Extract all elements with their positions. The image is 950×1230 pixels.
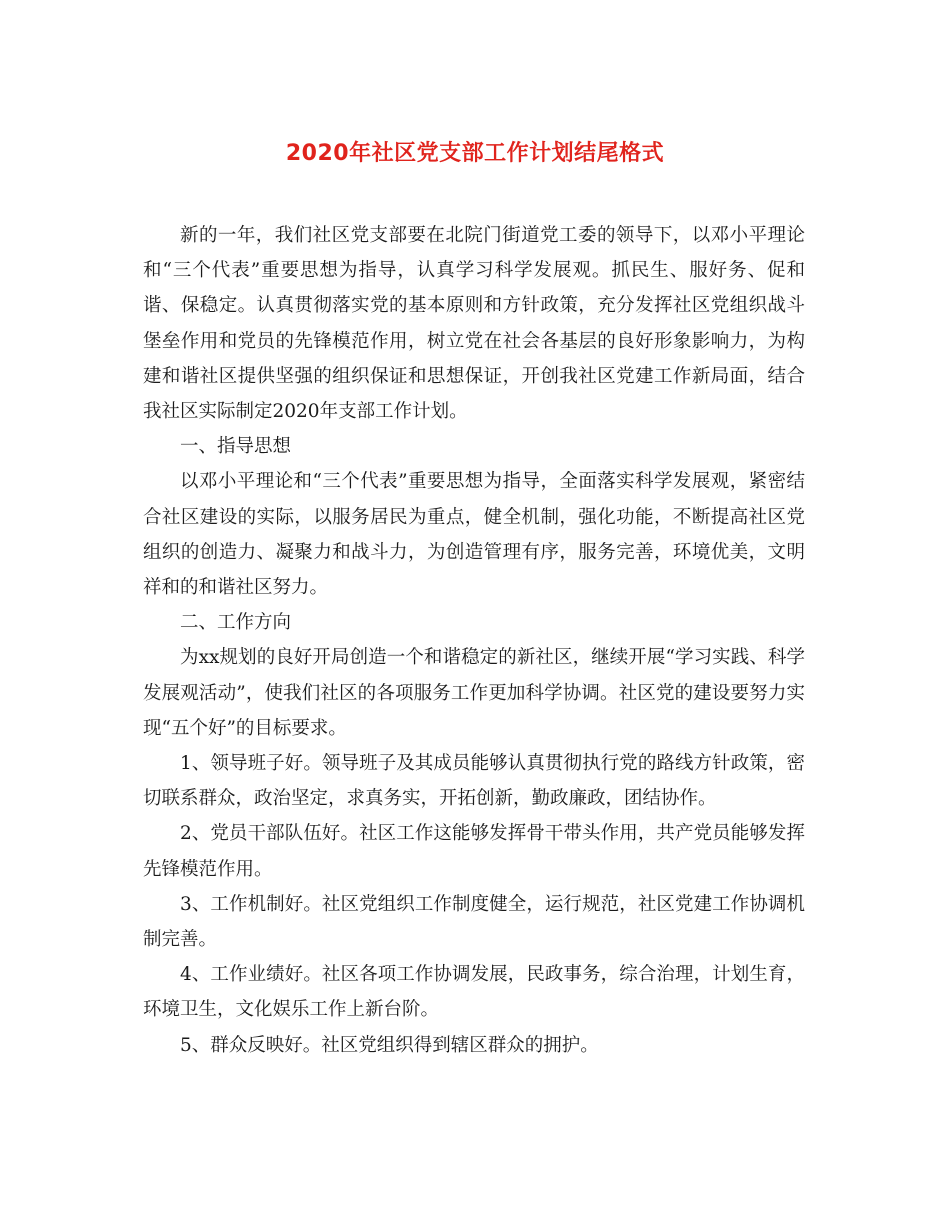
paragraph-intro: 新的一年，我们社区党支部要在北院门街道党工委的领导下，以邓小平理论和“三个代表”重要思想为指导，认真学习科学发展观。抓民生、服好务、促和谐、保稳定。认真贯彻落实党的基本原则和方针政策，充分发挥社区党组织战斗堡垒作用和党员的先锋模范作用，树立党在社会各基层的良好形象影响力，为构建和谐社区提供坚强的组织保证和思想保证，开创我社区党建工作新局面，结合我社区实际制定2020年支部工作计划。 [143, 225, 805, 423]
heading-guiding-ideology: 一、指导思想 [180, 436, 292, 458]
heading-work-direction: 二、工作方向 [180, 612, 292, 634]
document-body [143, 218, 805, 1063]
document-title: 2020年社区党支部工作计划结尾格式 [285, 141, 665, 166]
list-item-leadership: 1、领导班子好。领导班子及其成员能够认真贯彻执行党的路线方针政策，密切联系群众，政治坚定，求真务实，开拓创新，勤政廉政，团结协作。 [143, 753, 805, 810]
paragraph-work-direction: 为xx规划的良好开局创造一个和谐稳定的新社区，继续开展“学习实践、科学发展观活动”，使我们社区的各项服务工作更加科学协调。社区党的建设要努力实现“五个好”的目标要求。 [143, 647, 805, 739]
list-item-work-mechanism: 3、工作机制好。社区党组织工作制度健全，运行规范，社区党建工作协调机制完善。 [143, 893, 805, 951]
list-item-cadre-team: 2、党员干部队伍好。社区工作这能够发挥骨干带头作用，共产党员能够发挥先锋模范作用。 [143, 823, 805, 880]
paragraph-guiding-ideology: 以邓小平理论和“三个代表”重要思想为指导，全面落实科学发展观，紧密结合社区建设的实际，以服务居民为重点，健全机制，强化功能，不断提高社区党组织的创造力、凝聚力和战斗力，为创造管理有序，服务完善，环境优美，文明祥和的和谐社区努力。 [143, 471, 805, 599]
list-item-public-feedback: 5、群众反映好。社区党组织得到辖区群众的拥护。 [180, 1034, 599, 1056]
list-item-work-performance: 4、工作业绩好。社区各项工作协调发展，民政事务，综合治理，计划生育，环境卫生，文化娱乐工作上新台阶。 [143, 964, 805, 1021]
